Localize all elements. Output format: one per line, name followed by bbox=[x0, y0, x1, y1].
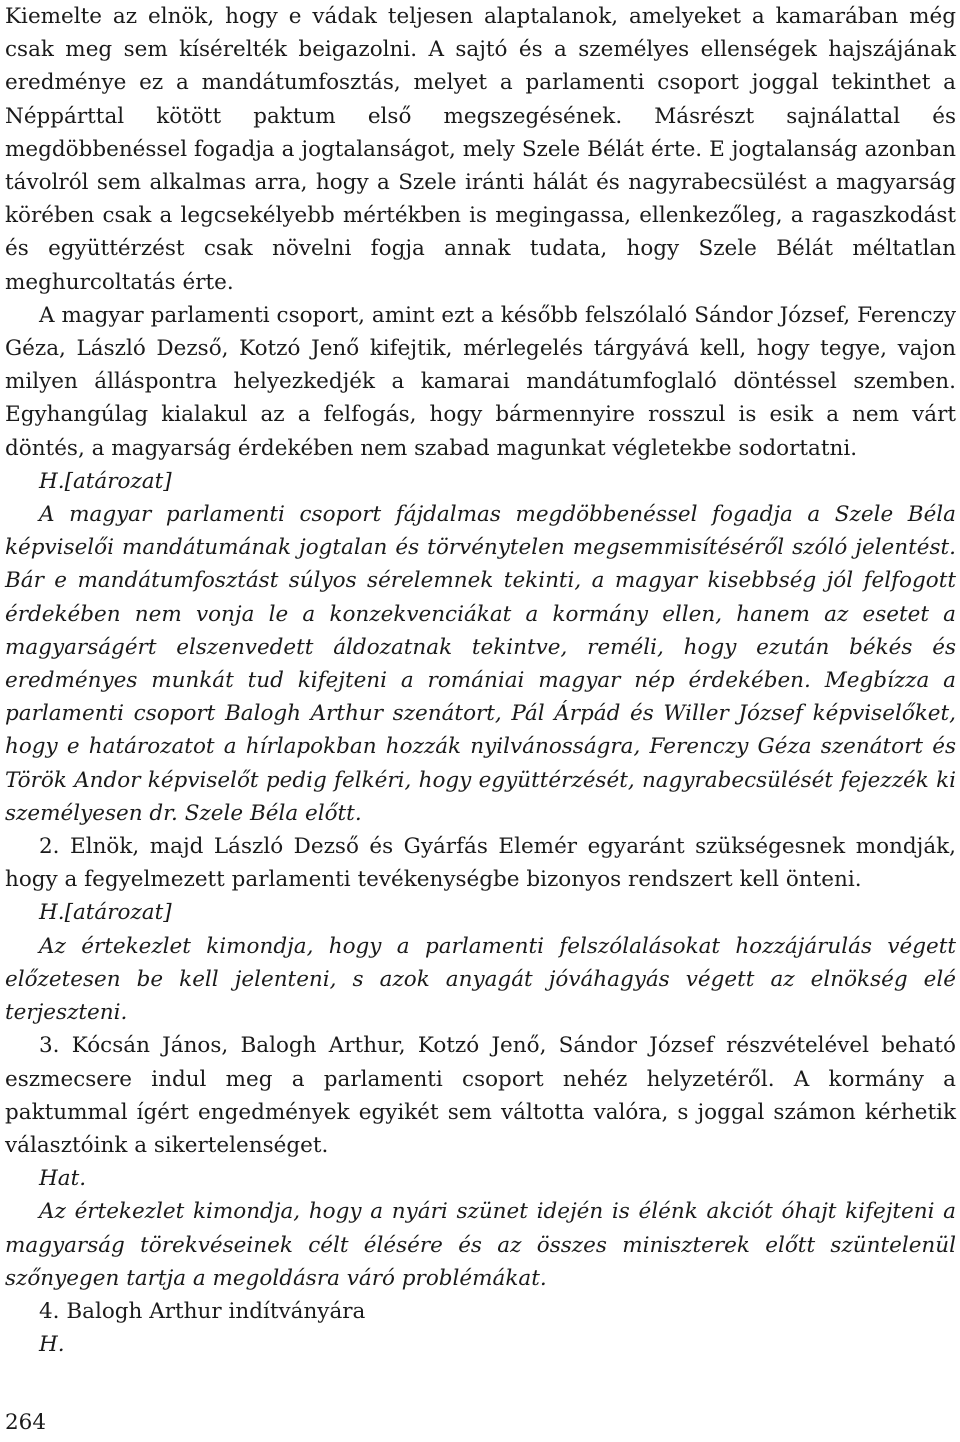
resolution-heading-2: H.[atározat] bbox=[39, 900, 172, 926]
resolution-text-3: Az értekezlet kimondja, hogy a nyári szünet idején is élénk akciót óhajt kifejteni a magyarság törekvéseinek célt élésére és az összes miniszterek előtt szüntelenül szőnyegen tartja a megoldásra váró problémákat. bbox=[5, 1199, 956, 1291]
agenda-item-3: 3. Kócsán János, Balogh Arthur, Kotzó Jenő, Sándor József részvételével beható eszmecsere indul meg a parlamenti csoport nehéz helyzetéről. A kormány a paktummal ígért engedmények egyikét sem váltotta valóra, s joggal számon kérhetik választóink a sikertelenséget. bbox=[5, 1033, 956, 1158]
paragraph-parliamentary-group: A magyar parlamenti csoport, amint ezt a később felszólaló Sándor József, Ferenczy Géza, László Dezső, Kotzó Jenő kifejtik, mérlegelés tárgyává kell, hogy tegye, vajon milyen álláspontra helyezkedjék a kamarai mandátumfoglaló döntéssel szemben. Egyhangúlag kialakul az a felfogás, hogy bármennyire rosszul is esik a nem várt döntés, a magyarság érdekében nem szabad magunkat végletekbe sodortatni. bbox=[5, 302, 956, 461]
agenda-item-4: 4. Balogh Arthur indítványára bbox=[39, 1298, 366, 1324]
document-page bbox=[5, 0, 956, 1361]
resolution-heading-4: H. bbox=[39, 1332, 65, 1358]
resolution-heading-1: H.[atározat] bbox=[39, 468, 172, 494]
resolution-text-2: Az értekezlet kimondja, hogy a parlamenti felszólalásokat hozzájárulás végett előzetesen be kell jelenteni, s azok anyagát jóváhagyás végett az elnökség elé terjeszteni. bbox=[5, 933, 956, 1026]
paragraph-chairman-remarks: Kiemelte az elnök, hogy e vádak teljesen alaptalanok, amelyeket a kamarában még csak meg sem kísérelték beigazolni. A sajtó és a személyes ellenségek hajszájának eredménye ez a mandátumfosztás, melyet a parlamenti csoport joggal tekinthet a Néppárttal kötött paktum első megszegésének. Másrészt sajnálattal és megdöbbenéssel fogadja a jogtalanságot, mely Szele Bélát érte. E jogtalanság azonban távolról sem alkalmas arra, hogy a Szele iránti hálát és nagyrabecsülést a magyarság körében csak a legcsekélyebb mértékben is megingassa, ellenkezőleg, a ragaszkodást és együttérzést csak növelni fogja annak tudata, hogy Szele Bélát méltatlan meghurcoltatás érte. bbox=[5, 4, 956, 295]
resolution-text-1: A magyar parlamenti csoport fájdalmas megdöbbenéssel fogadja a Szele Béla képviselői mandátumának jogtalan és törvénytelen megsemmisítéséről szóló jelentést. Bár e mandátumfosztást súlyos sérelemnek tekinti, a magyar kisebbség jól felfogott érdekében nem vonja le a konzekvenciákat a kormány ellen, hanem az esetet a magyarságért elszenvedett áldozatnak tekintve, reméli, hogy ezután békés és eredményes munkát tud kifejteni a romániai magyar nép érdekében. Megbízza a parlamenti csoport Balogh Arthur szenátort, Pál Árpád és Willer József képviselőket, hogy e határozatot a hírlapokban hozzák nyilvánosságra, Ferenczy Géza szenátort és Török Andor képviselőt pedig felkéri, hogy együttérzését, nagyrabecsülését fejezzék ki személyesen dr. Szele Béla előtt. bbox=[5, 502, 956, 826]
resolution-heading-3: Hat. bbox=[39, 1166, 87, 1192]
agenda-item-2: 2. Elnök, majd László Dezső és Gyárfás Elemér egyaránt szükségesnek mondják, hogy a fegyelmezett parlamenti tevékenységbe bizonyos rendszert kell önteni. bbox=[5, 834, 956, 893]
page-number: 264 bbox=[5, 1410, 47, 1435]
